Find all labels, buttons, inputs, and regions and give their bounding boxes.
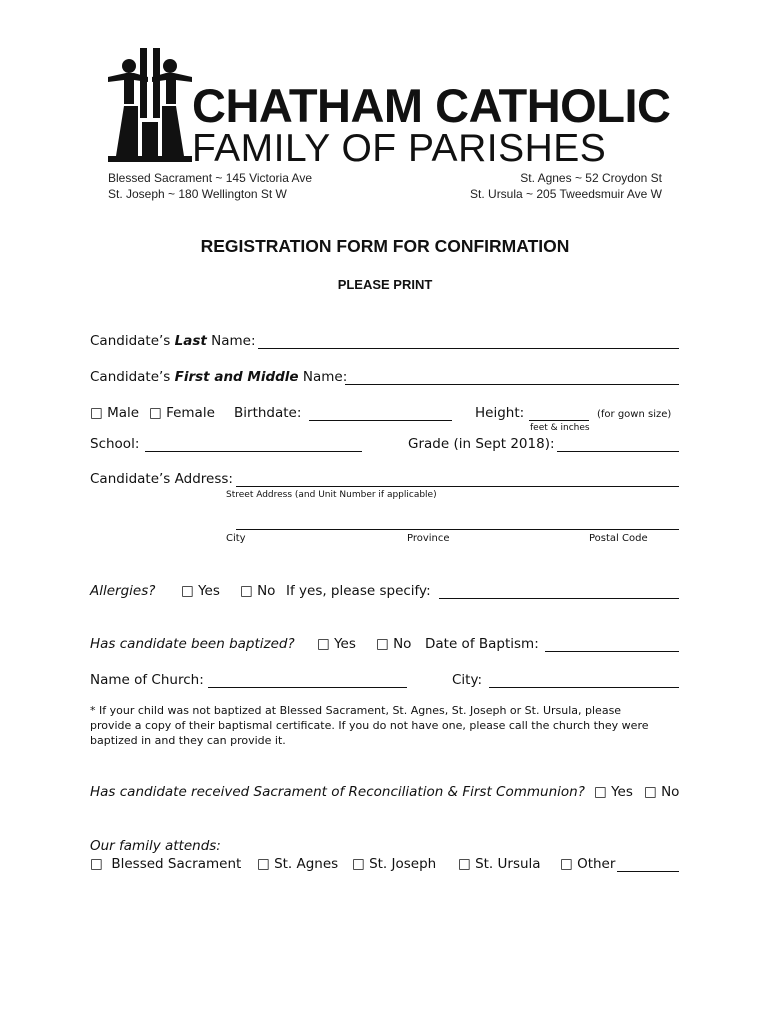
height-unit-hint: feet & inches <box>530 423 590 433</box>
allergies-specify-field[interactable] <box>439 598 679 599</box>
church-name-field[interactable] <box>208 687 407 688</box>
allergies-yes-option[interactable]: □ Yes <box>181 583 220 599</box>
org-name-line2: FAMILY OF PARISHES <box>192 127 607 170</box>
grade-field[interactable] <box>557 451 679 452</box>
parish-address-st-agnes: St. Agnes ~ 52 Croydon St <box>520 171 662 185</box>
st-ursula-checkbox[interactable]: □ <box>458 856 471 872</box>
grade-label: Grade (in Sept 2018): <box>408 436 555 452</box>
height-label: Height: <box>475 405 525 421</box>
form-title: REGISTRATION FORM FOR CONFIRMATION <box>200 236 570 256</box>
allergies-yes-checkbox[interactable]: □ <box>181 583 194 599</box>
street-address-field[interactable] <box>236 486 679 487</box>
allergies-label: Allergies? <box>90 583 156 599</box>
baptized-yes-checkbox[interactable]: □ <box>317 636 330 652</box>
parish-address-st-ursula: St. Ursula ~ 205 Tweedsmuir Ave W <box>470 187 662 201</box>
st-joseph-checkbox[interactable]: □ <box>352 856 365 872</box>
church-name-label: Name of Church: <box>90 672 204 688</box>
baptism-date-field[interactable] <box>545 651 679 652</box>
church-city-field[interactable] <box>489 687 679 688</box>
parish-option-other[interactable]: □ Other <box>560 856 616 872</box>
street-address-hint: Street Address (and Unit Number if applicable) <box>226 490 437 500</box>
gown-size-note: (for gown size) <box>597 409 672 420</box>
last-name-field[interactable] <box>258 348 679 349</box>
st-agnes-checkbox[interactable]: □ <box>257 856 270 872</box>
other-checkbox[interactable]: □ <box>560 856 573 872</box>
sacrament-question: Has candidate received Sacrament of Reconciliation & First Communion? <box>90 784 585 800</box>
parish-option-blessed-sacrament[interactable]: □ Blessed Sacrament <box>90 856 242 872</box>
province-hint: Province <box>407 533 450 544</box>
sacrament-yes-option[interactable]: □ Yes <box>594 784 633 800</box>
male-checkbox[interactable]: □ <box>90 405 103 421</box>
female-checkbox[interactable]: □ <box>149 405 162 421</box>
height-field[interactable] <box>529 420 589 421</box>
baptism-date-label: Date of Baptism: <box>425 636 539 652</box>
school-field[interactable] <box>145 451 362 452</box>
allergies-no-checkbox[interactable]: □ <box>240 583 253 599</box>
allergies-no-option[interactable]: □ No <box>240 583 276 599</box>
female-option[interactable]: □ Female <box>149 405 215 421</box>
parish-logo <box>104 44 196 162</box>
parish-address-blessed-sacrament: Blessed Sacrament ~ 145 Victoria Ave <box>108 171 313 185</box>
postal-code-hint: Postal Code <box>589 533 648 544</box>
org-name-line1: CHATHAM CATHOLIC <box>192 79 671 132</box>
other-parish-field[interactable] <box>617 871 679 872</box>
male-option[interactable]: □ Male <box>90 405 140 421</box>
sacrament-yes-checkbox[interactable]: □ <box>594 784 607 800</box>
first-name-label: Candidate’s First and Middle Name: <box>90 369 348 385</box>
baptized-question: Has candidate been baptized? <box>90 636 295 652</box>
birthdate-label: Birthdate: <box>234 405 302 421</box>
baptized-no-option[interactable]: □ No <box>376 636 412 652</box>
parish-option-st-agnes[interactable]: □ St. Agnes <box>257 856 339 872</box>
baptism-note: * If your child was not baptized at Blessed Sacrament, St. Agnes, St. Joseph or St. Ursula, please provide a copy of their baptismal certificate. If you do not have one, please call the church they were baptized in and they can provide it. <box>90 704 649 747</box>
church-city-label: City: <box>452 672 483 688</box>
sacrament-no-option[interactable]: □ No <box>644 784 680 800</box>
city-hint: City <box>226 533 246 544</box>
allergies-specify-label: If yes, please specify: <box>286 583 431 599</box>
baptized-yes-option[interactable]: □ Yes <box>317 636 356 652</box>
first-name-field[interactable] <box>345 384 679 385</box>
form-subtitle: PLEASE PRINT <box>337 277 433 292</box>
blessed-sacrament-checkbox[interactable]: □ <box>90 856 103 872</box>
city-province-postal-field[interactable] <box>236 529 679 530</box>
parish-option-st-ursula[interactable]: □ St. Ursula <box>458 856 541 872</box>
birthdate-field[interactable] <box>309 420 452 421</box>
sacrament-no-checkbox[interactable]: □ <box>644 784 657 800</box>
address-label: Candidate’s Address: <box>90 471 233 487</box>
family-attends-label: Our family attends: <box>90 838 221 854</box>
parish-address-st-joseph: St. Joseph ~ 180 Wellington St W <box>108 187 287 201</box>
school-label: School: <box>90 436 140 452</box>
parish-option-st-joseph[interactable]: □ St. Joseph <box>352 856 437 872</box>
last-name-label: Candidate’s Last Name: <box>90 333 256 349</box>
baptized-no-checkbox[interactable]: □ <box>376 636 389 652</box>
